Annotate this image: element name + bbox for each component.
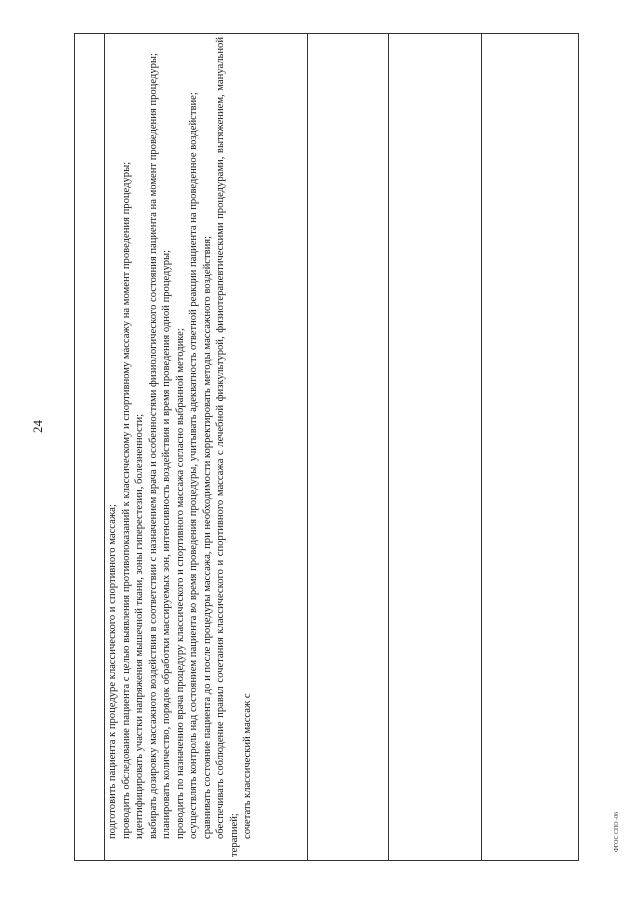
table-cell-4	[388, 34, 481, 861]
table-column-1	[75, 34, 105, 861]
table-column-5	[481, 34, 578, 861]
table-column-3	[308, 34, 388, 861]
table-cell-1	[75, 34, 105, 861]
skill-item: подготовить пациента к процедуре классического и спортивного массажа;	[107, 504, 119, 839]
skill-item: осуществлять контроль над состоянием пациента во время проведения процедуры, учитывать адекватность ответной реакции пациента на проведенное воздействие;	[188, 92, 200, 839]
table-column-2	[105, 34, 308, 861]
skill-item: идентифицировать участки напряжения мышечной ткани, зоны гиперестезии, болезненности;	[134, 413, 146, 839]
rotated-page-content	[30, 33, 579, 861]
table-column-4	[388, 34, 481, 861]
footer-code: ФГОС СПО -06	[614, 811, 620, 852]
table-cell-skills	[105, 34, 308, 861]
skill-item: проводить по назначению врача процедуру классического и спортивного массажа согласно выбранной методике;	[174, 328, 186, 839]
skill-item: сочетать классический массаж с	[242, 693, 254, 839]
skill-item: планировать количество, порядок обработки массируемых зон, интенсивность воздействия и время проведения одной процедуры;	[161, 249, 173, 839]
skill-item: обеспечивать соблюдение правил сочетания классического и спортивного массажа с лечебной физкультурой, физиотерапевтическими процедурами, вытяжением, мануальной терапией;	[215, 37, 240, 857]
skill-item: сравнивать состояние пациента до и после процедуры массажа, при необходимости корректировать методы массажного воздействия;	[201, 235, 213, 839]
table-cell-3	[308, 34, 388, 861]
table-cell-5	[481, 34, 578, 861]
skill-item: выбирать дозировку массажного воздействия в соответствии с назначением врача и особенностями физиологического состояния пациента на момент проведения процедуры;	[147, 53, 159, 839]
competency-table	[74, 33, 579, 861]
page-number: 24	[30, 420, 45, 433]
skills-text	[105, 34, 306, 860]
skill-item: проводить обследование пациента с целью выявления противопоказаний к классическому и спортивному массажу на момент проведения процедуры;	[120, 161, 132, 839]
